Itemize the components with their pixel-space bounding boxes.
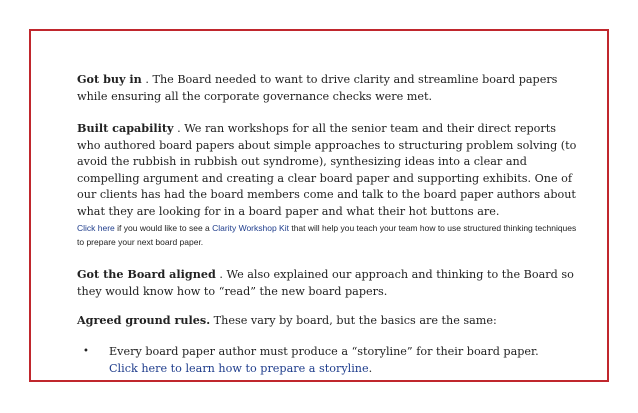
heading-got-buy-in: Got buy in — [77, 72, 142, 86]
paragraph-ground-rules — [77, 312, 497, 330]
storyline-link[interactable]: Click here to learn how to prepare a storyline — [109, 361, 369, 375]
paragraph-text: . We also explained our approach and thinking to the Board so they would know how to “read” the new board papers. — [77, 268, 574, 298]
paragraph-text: if you would like to see a — [114, 223, 213, 233]
document-frame — [29, 29, 609, 382]
paragraph-text: These vary by board, but the basics are the same: — [210, 314, 497, 327]
paragraph-built-capability — [77, 120, 577, 221]
paragraph-text: that will help you teach your team how to use structured thinking techniques to prepare your next board paper. — [77, 223, 577, 247]
bullet-end: . — [368, 361, 373, 375]
bullet-marker: • — [83, 346, 89, 357]
paragraph-got-buy-in — [77, 71, 577, 105]
clarity-workshop-kit-link[interactable]: Clarity Workshop Kit — [212, 223, 289, 233]
paragraph-workshop-kit — [77, 222, 577, 249]
heading-board-aligned: Got the Board aligned — [77, 267, 216, 281]
click-here-link[interactable]: Click here — [77, 223, 115, 233]
paragraph-text: . The Board needed to want to drive clarity and streamline board papers while ensuring all the corporate governance checks were met. — [77, 73, 558, 103]
list-item-text — [109, 344, 553, 377]
paragraph-board-aligned — [77, 266, 577, 300]
list-item — [83, 344, 553, 377]
paragraph-text: . We ran workshops for all the senior team and their direct reports who authored board papers about simple approaches to structuring problem solving (to avoid the rubbish in rubbish out syndrome), synthesizing ideas into a clear and compelling argument and creating a clear board paper and supporting exhibits. One of our clients has had the board members come and talk to the board paper authors about what they are looking for in a board paper and what their hot buttons are. — [77, 122, 577, 218]
heading-ground-rules: Agreed ground rules. — [77, 313, 211, 327]
heading-built-capability: Built capability — [77, 121, 174, 135]
bullet-text: Every board paper author must produce a “storyline” for their board paper. — [109, 345, 539, 358]
